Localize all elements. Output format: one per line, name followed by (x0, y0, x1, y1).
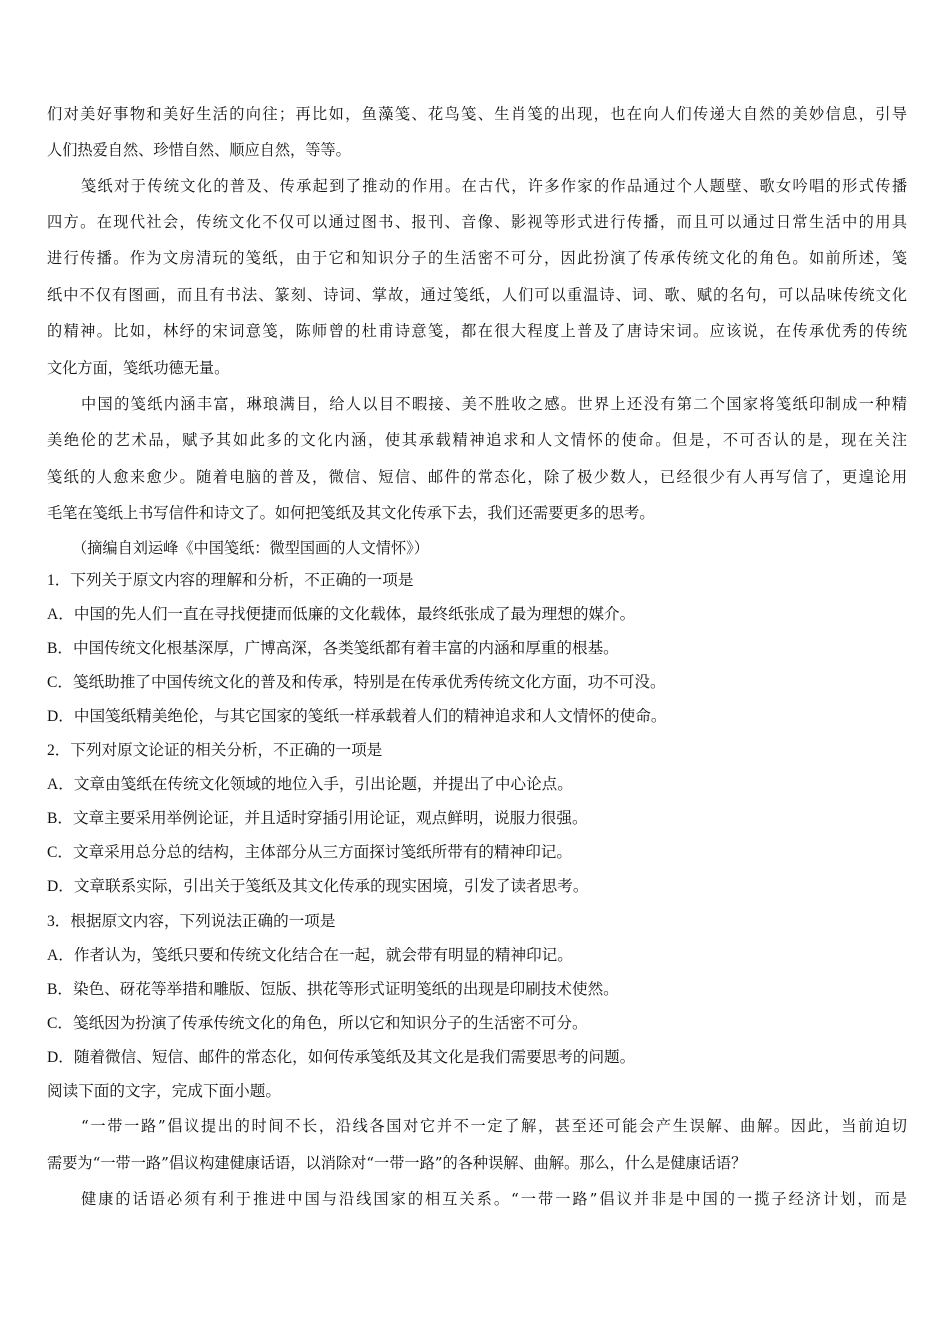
passage1-line-11: 笺纸的人愈来愈少。随着电脑的普及，微信、短信、邮件的常态化，除了极少数人，已经很少有人再写信了，更遑论用 (47, 468, 907, 486)
passage1-line-10: 美绝伦的艺术品，赋予其如此多的文化内涵，使其承载精神追求和人文情怀的使命。但是，不可否认的是，现在关注 (47, 431, 907, 449)
question-3-option-c: C．笺纸因为扮演了传承传统文化的角色，所以它和知识分子的生活密不可分。 (47, 1015, 588, 1032)
question-2-option-a: A．文章由笺纸在传统文化领域的地位入手，引出论题，并提出了中心论点。 (47, 776, 573, 793)
question-1-option-b: B．中国传统文化根基深厚，广博高深，各类笺纸都有着丰富的内涵和厚重的根基。 (47, 640, 619, 657)
passage1-line-6: 纸中不仅有图画，而且有书法、篆刻、诗词、掌故，通过笺纸，人们可以重温诗、词、歌、赋的名句，可以品味传统文化 (47, 286, 907, 304)
passage1-line-4: 四方。在现代社会，传统文化不仅可以通过图书、报刊、音像、影视等形式进行传播，而且可以通过日常生活中的用具 (47, 213, 907, 231)
passage1-line-5: 进行传播。作为文房清玩的笺纸，由于它和知识分子的生活密不可分，因此扮演了传承传统文化的角色。如前所述，笺 (47, 249, 907, 267)
question-3-option-d: D．随着微信、短信、邮件的常态化，如何传承笺纸及其文化是我们需要思考的问题。 (47, 1049, 636, 1066)
question-2-option-b: B．文章主要采用举例论证，并且适时穿插引用论证，观点鲜明，说服力很强。 (47, 810, 588, 827)
question-2-option-d: D．文章联系实际，引出关于笺纸及其文化传承的现实困境，引发了读者思考。 (47, 878, 589, 895)
passage1-line-8: 文化方面，笺纸功德无量。 (47, 359, 230, 377)
question-1-stem: 1．下列关于原文内容的理解和分析，不正确的一项是 (47, 572, 414, 589)
question-3-option-a: A．作者认为，笺纸只要和传统文化结合在一起，就会带有明显的精神印记。 (47, 947, 573, 964)
reading-instruction: 阅读下面的文字，完成下面小题。 (47, 1083, 281, 1100)
question-3-option-b: B．染色、砑花等举措和雕版、饾版、拱花等形式证明笺纸的出现是印刷技术使然。 (47, 981, 619, 998)
passage1-line-2: 人们热爱自然、珍惜自然、顺应自然，等等。 (47, 141, 351, 159)
passage1-line-9: 中国的笺纸内涵丰富，琳琅满目，给人以目不暇接、美不胜收之感。世界上还没有第二个国家将笺纸印制成一种精 (81, 395, 907, 413)
passage1-source: （摘编自刘运峰《中国笺纸：微型国画的人文情怀》） (72, 539, 429, 557)
passage1-line-7: 的精神。比如，林纾的宋词意笺，陈师曾的杜甫诗意笺，都在很大程度上普及了唐诗宋词。应该说，在传承优秀的传统 (47, 322, 907, 340)
passage2-line-2: 需要为“一带一路”倡议构建健康话语，以消除对“一带一路”的各种误解、曲解。那么，什么是健康话语？ (47, 1154, 747, 1172)
question-1-option-d: D．中国笺纸精美绝伦，与其它国家的笺纸一样承载着人们的精神追求和人文情怀的使命。 (47, 708, 667, 725)
question-1-option-c: C．笺纸助推了中国传统文化的普及和传承，特别是在传承优秀传统文化方面，功不可没。 (47, 674, 666, 691)
question-1-option-a: A．中国的先人们一直在寻找便捷而低廉的文化载体，最终纸张成了最为理想的媒介。 (47, 606, 636, 623)
passage1-line-1: 们对美好事物和美好生活的向往；再比如，鱼藻笺、花鸟笺、生肖笺的出现，也在向人们传递大自然的美妙信息，引导 (47, 105, 907, 123)
question-3-stem: 3．根据原文内容，下列说法正确的一项是 (47, 913, 336, 930)
passage2-line-1: “一带一路”倡议提出的时间不长，沿线各国对它并不一定了解，甚至还可能会产生误解、曲解。因此，当前迫切 (81, 1117, 907, 1135)
passage1-line-3: 笺纸对于传统文化的普及、传承起到了推动的作用。在古代，许多作家的作品通过个人题壁、歌女吟唱的形式传播 (81, 177, 907, 195)
question-2-option-c: C．文章采用总分总的结构，主体部分从三方面探讨笺纸所带有的精神印记。 (47, 844, 572, 861)
passage2-line-3: 健康的话语必须有利于推进中国与沿线国家的相互关系。“一带一路”倡议并非是中国的一揽子经济计划，而是 (81, 1190, 907, 1208)
question-2-stem: 2．下列对原文论证的相关分析，不正确的一项是 (47, 742, 383, 759)
passage1-line-12: 毛笔在笺纸上书写信件和诗文了。如何把笺纸及其文化传承下去，我们还需要更多的思考。 (47, 504, 655, 522)
